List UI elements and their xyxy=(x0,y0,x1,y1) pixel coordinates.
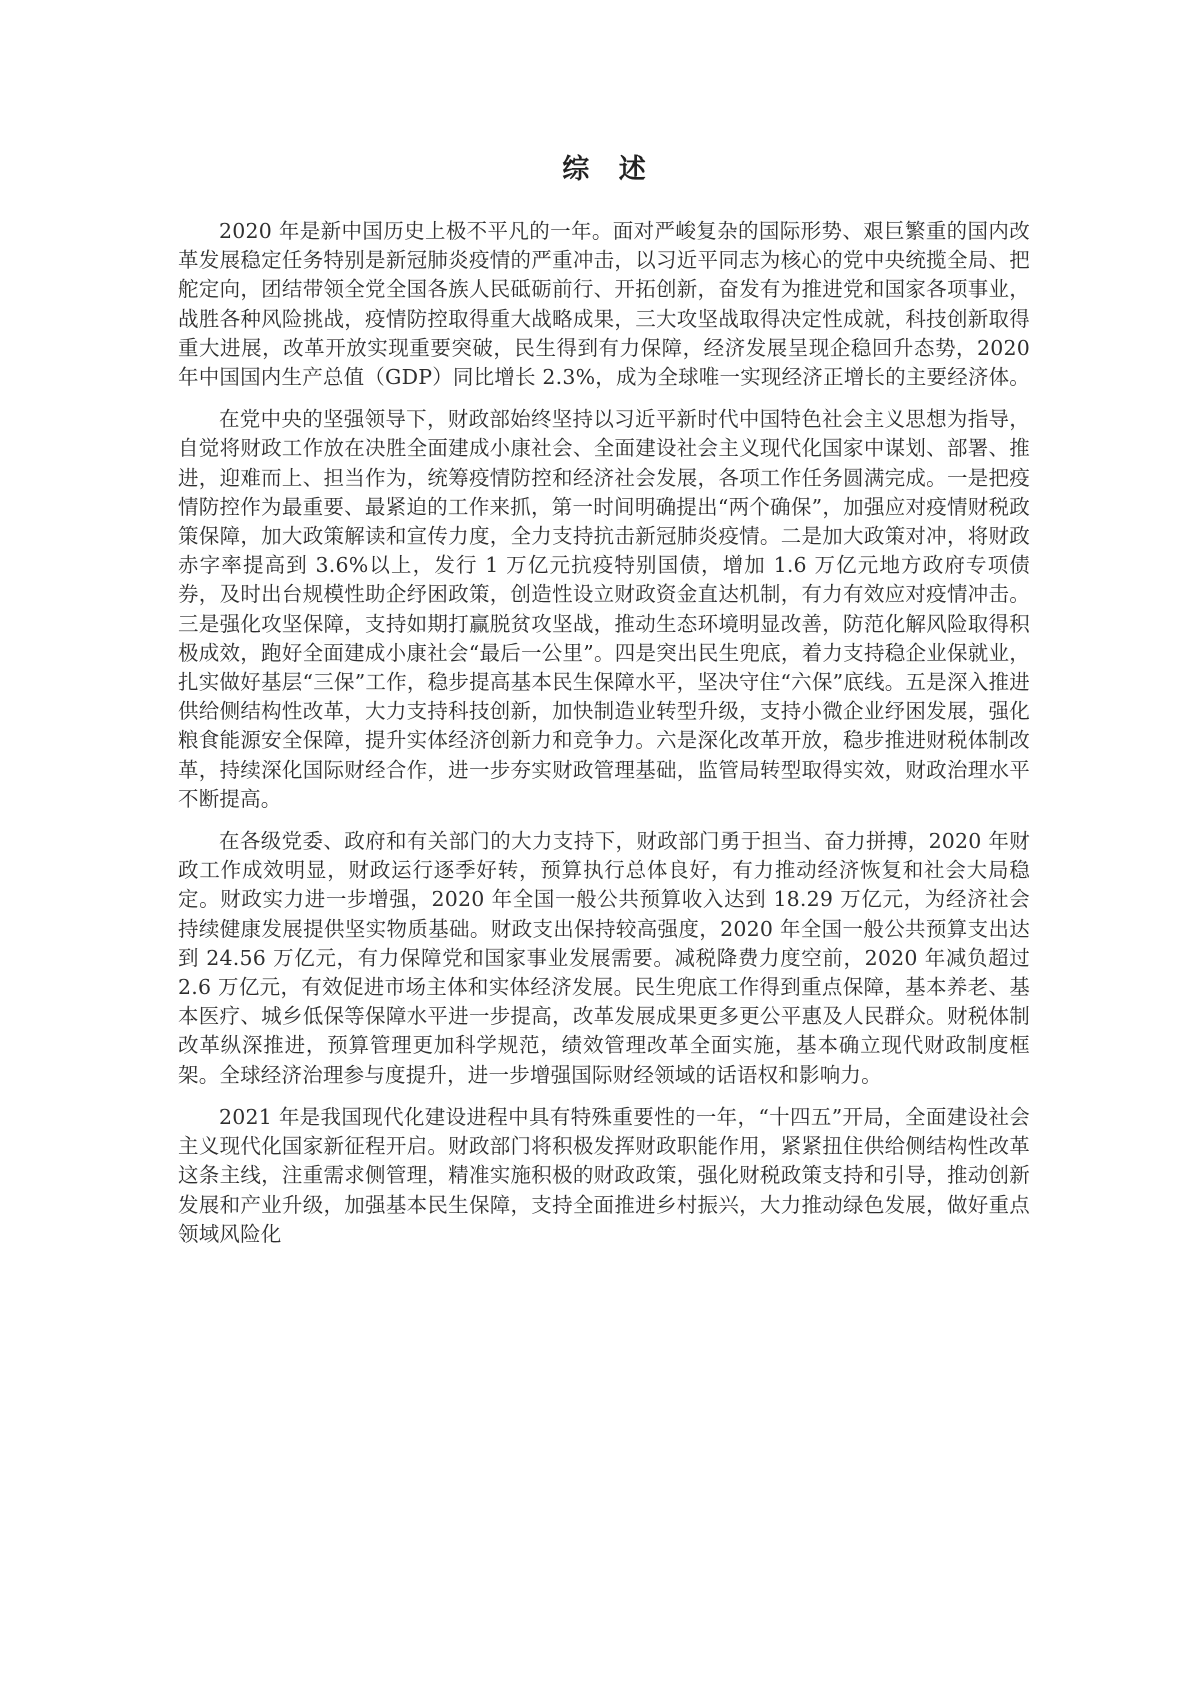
paragraph-1: 2020 年是新中国历史上极不平凡的一年。面对严峻复杂的国际形势、艰巨繁重的国内改革发展稳定任务特别是新冠肺炎疫情的严重冲击，以习近平同志为核心的党中央统揽全局、把舵定向，团结带领全党全国各族人民砥砺前行、开拓创新，奋发有为推进党和国家各项事业，战胜各种风险挑战，疫情防控取得重大战略成果，三大攻坚战取得决定性成就，科技创新取得重大进展，改革开放实现重要突破，民生得到有力保障，经济发展呈现企稳回升态势，2020 年中国国内生产总值（GDP）同比增长 2.3%，成为全球唯一实现经济正增长的主要经济体。 xyxy=(178,219,1031,390)
paragraph-3: 在各级党委、政府和有关部门的大力支持下，财政部门勇于担当、奋力拼搏，2020 年财政工作成效明显，财政运行逐季好转，预算执行总体良好，有力推动经济恢复和社会大局稳定。财政实力进一步增强，2020 年全国一般公共预算收入达到 18.29 万亿元，为经济社会持续健康发展提供坚实物质基础。财政支出保持较高强度，2020 年全国一般公共预算支出达到 24.56 万亿元，有力保障党和国家事业发展需要。减税降费力度空前，2020 年减负超过 2.6 万亿元，有效促进市场主体和实体经济发展。民生兜底工作得到重点保障，基本养老、基本医疗、城乡低保等保障水平进一步提高，改革发展成果更多更公平惠及人民群众。财税体制改革纵深推进，预算管理更加科学规范，绩效管理改革全面实施，基本确立现代财政制度框架。全球经济治理参与度提升，进一步增强国际财经领域的话语权和影响力。 xyxy=(178,829,1030,1087)
page-title: 综 述 xyxy=(562,154,656,185)
document-page xyxy=(178,150,1030,1262)
paragraph-2: 在党中央的坚强领导下，财政部始终坚持以习近平新时代中国特色社会主义思想为指导，自觉将财政工作放在决胜全面建成小康社会、全面建设社会主义现代化国家中谋划、部署、推进，迎难而上、担当作为，统筹疫情防控和经济社会发展，各项工作任务圆满完成。一是把疫情防控作为最重要、最紧迫的工作来抓，第一时间明确提出“两个确保”，加强应对疫情财税政策保障，加大政策解读和宣传力度，全力支持抗击新冠肺炎疫情。二是加大政策对冲，将财政赤字率提高到 3.6%以上，发行 1 万亿元抗疫特别国债，增加 1.6 万亿元地方政府专项债券，及时出台规模性助企纾困政策，创造性设立财政资金直达机制，有力有效应对疫情冲击。三是强化攻坚保障，支持如期打赢脱贫攻坚战，推动生态环境明显改善，防范化解风险取得积极成效，跑好全面建成小康社会“最后一公里”。四是突出民生兜底，着力支持稳企业保就业，扎实做好基层“三保”工作，稳步提高基本民生保障水平，坚决守住“六保”底线。五是深入推进供给侧结构性改革，大力支持科技创新，加快制造业转型升级，支持小微企业纾困发展，强化粮食能源安全保障，提升实体经济创新力和竞争力。六是深化改革开放，稳步推进财税体制改革，持续深化国际财经合作，进一步夯实财政管理基础，监管局转型取得实效，财政治理水平不断提高。 xyxy=(178,407,1030,811)
paragraph-4: 2021 年是我国现代化建设进程中具有特殊重要性的一年，“十四五”开局，全面建设社会主义现代化国家新征程开启。财政部门将积极发挥财政职能作用，紧紧扭住供给侧结构性改革这条主线，注重需求侧管理，精准实施积极的财政政策，强化财税政策支持和引导，推动创新发展和产业升级，加强基本民生保障，支持全面推进乡村振兴，大力推动绿色发展，做好重点领域风险化 xyxy=(178,1104,1030,1246)
